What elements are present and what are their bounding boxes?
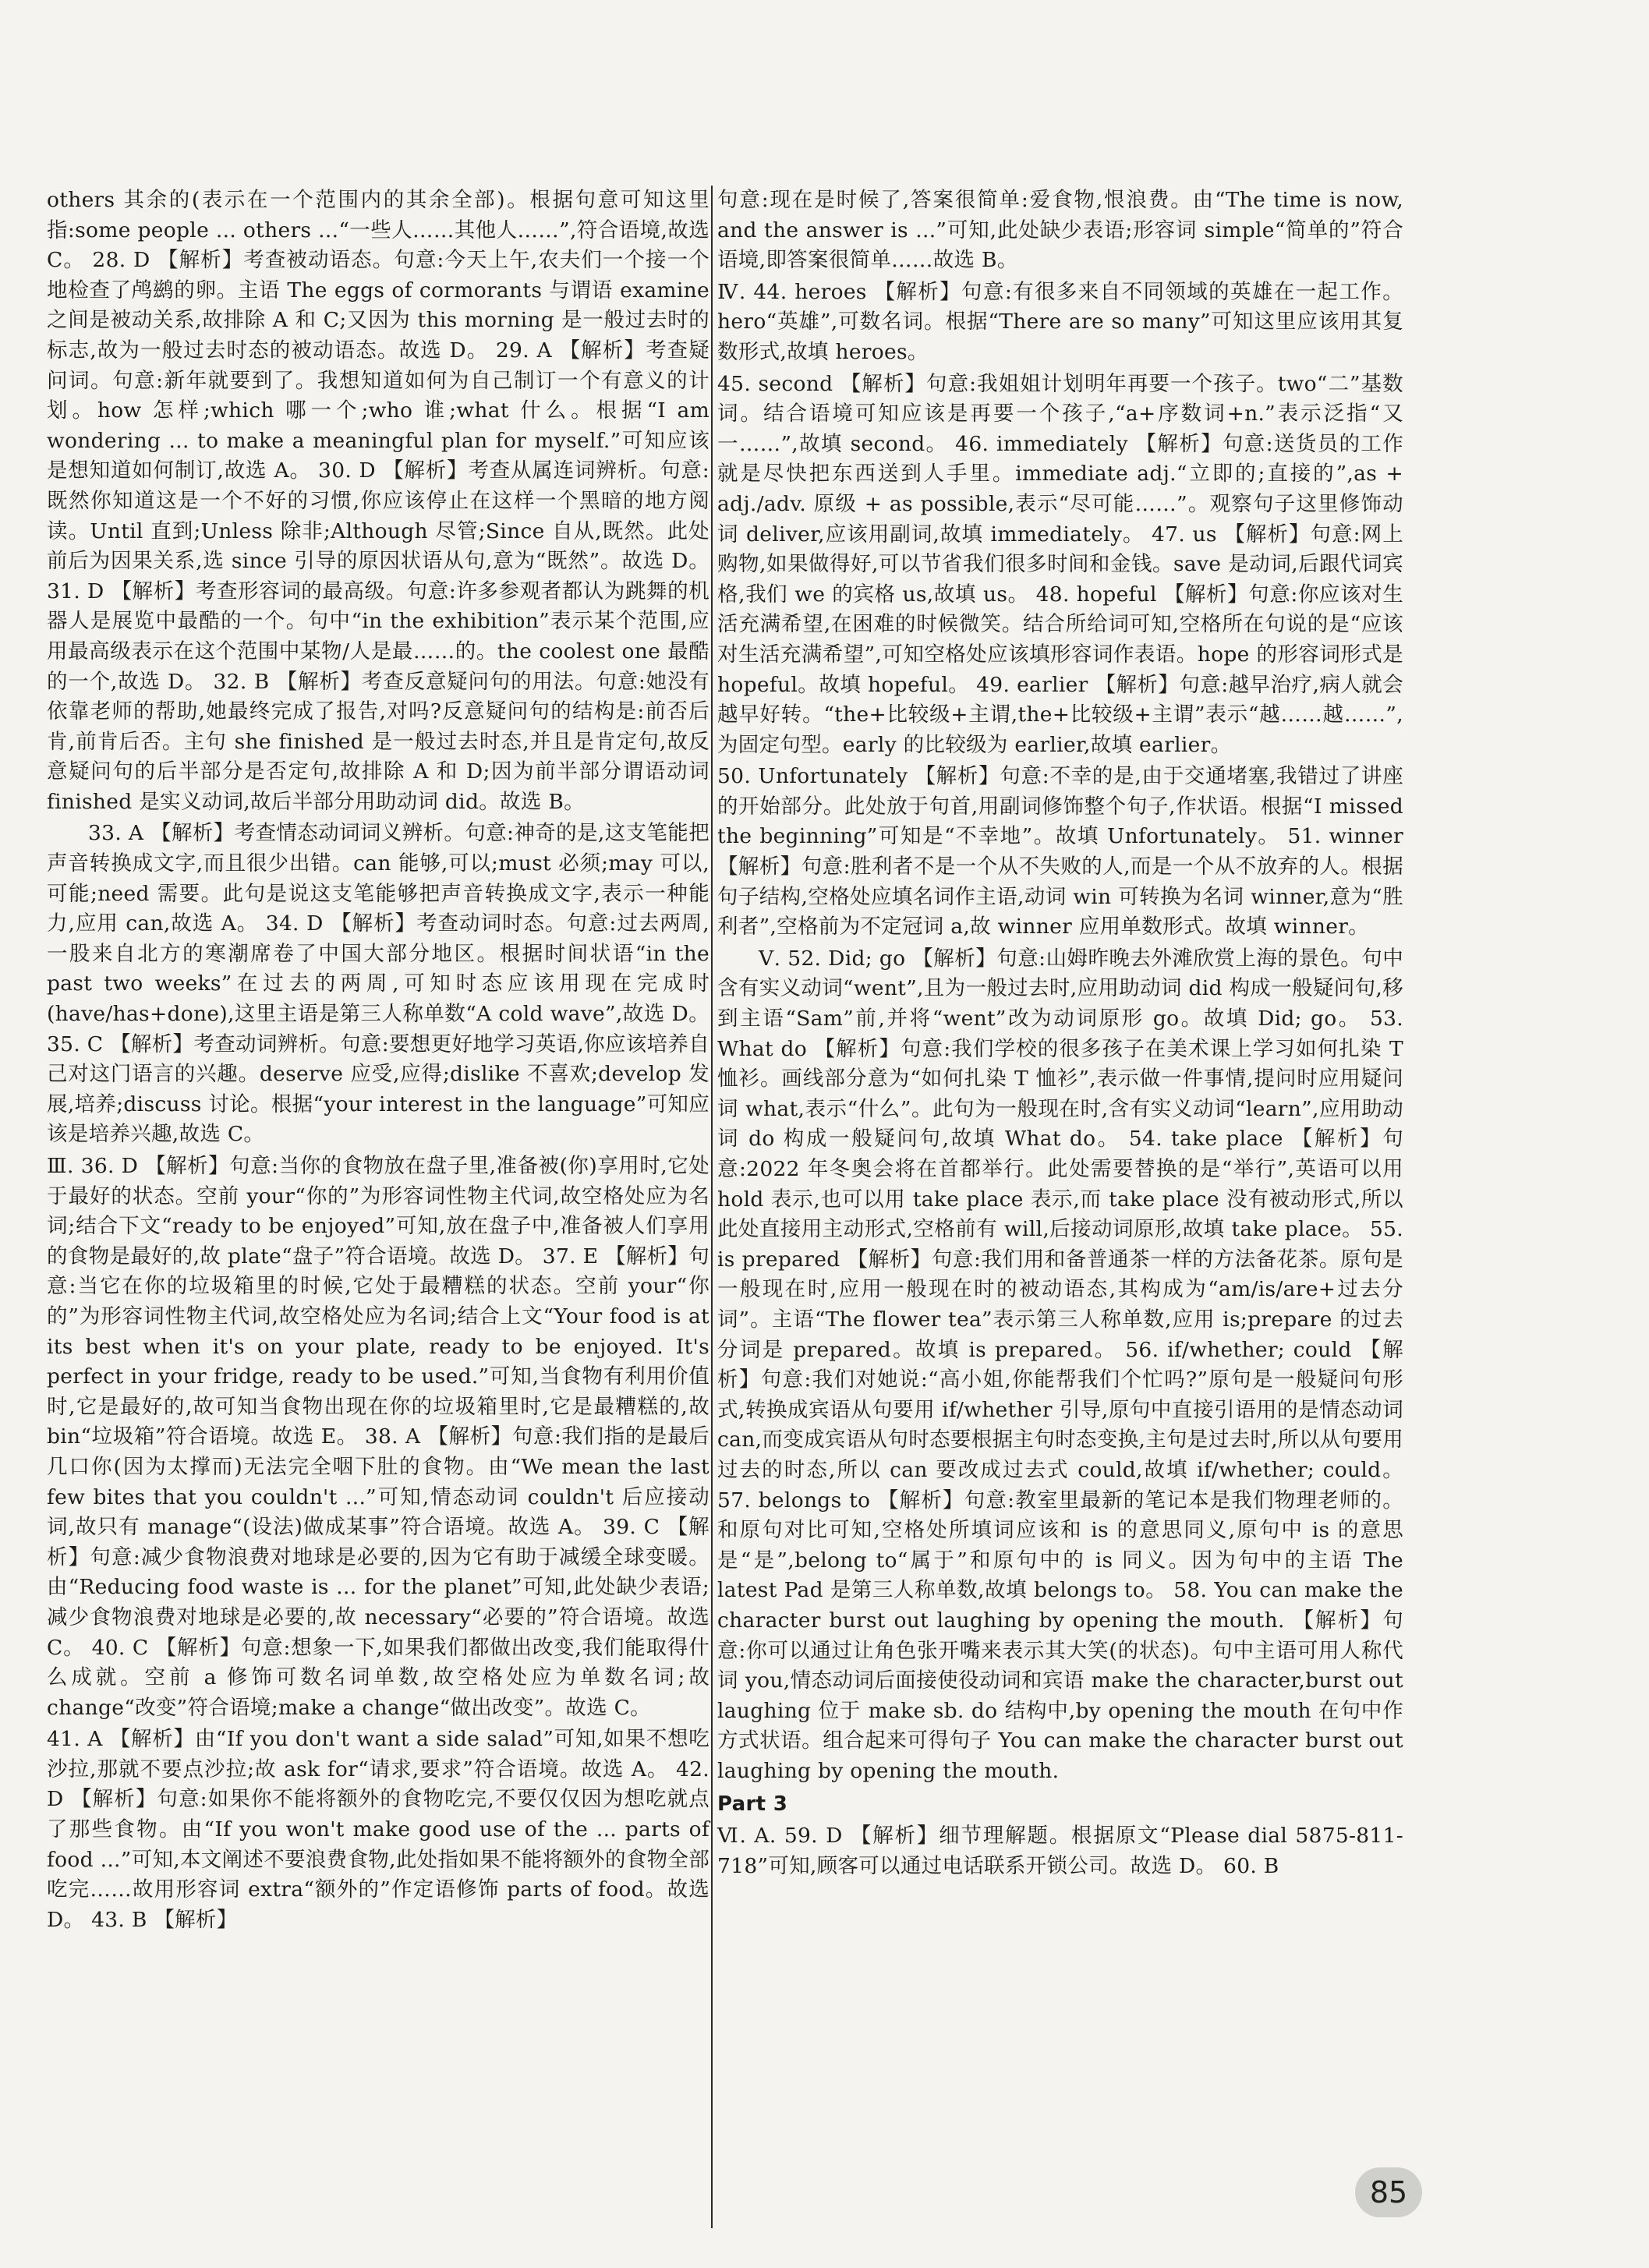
column-divider — [711, 186, 713, 2228]
right-paragraph-4: 50. Unfortunately 【解析】句意:不幸的是,由于交通堵塞,我错过了讲座的开始部分。此处放于句首,用副词修饰整个句子,作状语。根据“I missed the beginning”可知是“不幸地”。故填 Unfortunately。 51. winner 【解析】句意:胜利者不是一个从不失败的人,而是一个从不放弃的人。根据句子结构,空格处应填名词作主语,动词 win 可转换为名词 winner,意为“胜利者”,空格前为不定冠词 a,故 winner 应用单数形式。故填 winner。 — [717, 764, 1403, 939]
right-paragraph-3: 45. second 【解析】句意:我姐姐计划明年再要一个孩子。two“二”基数词。结合语境可知应该是再要一个孩子,“a+序数词+n.”表示泛指“又一……”,故填 second。 46. immediately 【解析】句意:送货员的工作就是尽快把东西送到人手里。immediate adj.“立即的;直接的”,as + adj./adv. 原级 + as possible,表示“尽可能……”。观察句子这里修饰动词 deliver,应该用副词,故填 immediately。 47. us 【解析】句意:网上购物,如果做得好,可以节省我们很多时间和金钱。save 是动词,后跟代词宾格,我们 we 的宾格 us,故填 us。 48. hopeful 【解析】句意:你应该对生活充满希望,在困难的时候微笑。结合所给词可知,空格所在句说的是“应该对生活充满希望”,可知空格处应该填形容词作表语。hope 的形容词形式是 hopeful。故填 hopeful。 49. earlier 【解析】句意:越早治疗,病人就会越早好转。“the+比较级+主谓,the+比较级+主谓”表示“越……越……”,为固定句型。early 的比较级为 earlier,故填 earlier。 — [717, 371, 1403, 757]
right-paragraph-section-4: Ⅳ. 44. heroes 【解析】句意:有很多来自不同领域的英雄在一起工作。hero“英雄”,可数名词。根据“There are so many”可知这里应该用其复数形式,故填 heroes。 — [717, 279, 1403, 364]
left-paragraph-4: 41. A 【解析】由“If you don't want a side salad”可知,如果不想吃沙拉,那就不要点沙拉;故 ask for“请求,要求”符合语境。故选 A。 42. D 【解析】句意:如果你不能将额外的食物吃完,不要仅仅因为想吃就点了那些食物。由“If you won't make good use of the ... parts of food ...”可知,本文阐述不要浪费食物,此处指如果不能将额外的食物全部吃完……故用形容词 extra“额外的”作定语修饰 parts of food。故选 D。 43. B 【解析】 — [47, 1727, 709, 1932]
left-paragraph-1: others 其余的(表示在一个范围内的其余全部)。根据句意可知这里指:some people ... others ...“一些人……其他人……”,符合语境,故选 C。 28. D 【解析】考查被动语态。句意:今天上午,农夫们一个接一个地检查了鸬鹚的卵。主语 The eggs of cormorants 与谓语 examine 之间是被动关系,故排除 A 和 C;又因为 this morning 是一般过去时的标志,故为一般过去时态的被动语态。故选 D。 29. A 【解析】考查疑问词。句意:新年就要到了。我想知道如何为自己制订一个有意义的计划。how 怎样;which 哪一个;who 谁;what 什么。根据“I am wondering ... to make a meaningful plan for myself.”可知应该是想知道如何制订,故选 A。 30. D 【解析】考查从属连词辨析。句意:既然你知道这是一个不好的习惯,你应该停止在这样一个黑暗的地方阅读。Until 直到;Unless 除非;Although 尽管;Since 自从,既然。此处前后为因果关系,选 since 引导的原因状语从句,意为“既然”。故选 D。 31. D 【解析】考查形容词的最高级。句意:许多参观者都认为跳舞的机器人是展览中最酷的一个。句中“in the exhibition”表示某个范围,应用最高级表示在这个范围中某物/人是最……的。the coolest one 最酷的一个,故选 D。 32. B 【解析】考查反意疑问句的用法。句意:她没有依靠老师的帮助,她最终完成了报告,对吗?反意疑问句的结构是:前否后肯,前肯后否。主句 she finished 是一般过去时态,并且是肯定句,故反意疑问句的后半部分是否定句,故排除 A 和 D;因为前半部分谓语动词 finished 是实义动词,故后半部分用助动词 did。故选 B。 — [47, 188, 709, 814]
left-paragraph-section-3: Ⅲ. 36. D 【解析】句意:当你的食物放在盘子里,准备被(你)享用时,它处于最好的状态。空前 your“你的”为形容词性物主代词,故空格处应为名词;结合下文“ready to be enjoyed”可知,放在盘子中,准备被人们享用的食物是最好的,故 plate“盘子”符合语境。故选 D。 37. E 【解析】句意:当它在你的垃圾箱里的时候,它处于最糟糕的状态。空前 your“你的”为形容词性物主代词,故空格处应为名词;结合上文“Your food is at its best when it's on your plate, ready to be enjoyed. It's perfect in your fridge, ready to be used.”可知,当食物有利用价值时,它是最好的,故可知当食物出现在你的垃圾箱里时,它是最糟糕的,故 bin“垃圾箱”符合语境。故选 E。 38. A 【解析】句意:我们指的是最后几口你(因为太撑而)无法完全咽下肚的食物。由“We mean the last few bites that you couldn't ...”可知,情态动词 couldn't 后应接动词,故只有 manage“(设法)做成某事”符合语境。故选 A。 39. C 【解析】句意:减少食物浪费对地球是必要的,因为它有助于减缓全球变暖。由“Reducing food waste is ... for the planet”可知,此处缺少表语;减少食物浪费对地球是必要的,故 necessary“必要的”符合语境。故选 C。 40. C 【解析】句意:想象一下,如果我们都做出改变,我们能取得什么成就。空前 a 修饰可数名词单数,故空格处应为单数名词;故 change“改变”符合语境;make a change“做出改变”。故选 C。 — [47, 1154, 709, 1720]
left-column — [47, 186, 709, 1937]
right-column — [717, 186, 1403, 1883]
right-paragraph-section-6: Ⅵ. A. 59. D 【解析】细节理解题。根据原文“Please dial 5875-811-718”可知,顾客可以通过电话联系开锁公司。故选 D。 60. B — [717, 1824, 1403, 1878]
left-paragraph-2: 33. A 【解析】考查情态动词词义辨析。句意:神奇的是,这支笔能把声音转换成文字,而且很少出错。can 能够,可以;must 必须;may 可以,可能;need 需要。此句是说这支笔能够把声音转换成文字,表示一种能力,应用 can,故选 A。 34. D 【解析】考查动词时态。句意:过去两周,一股来自北方的寒潮席卷了中国大部分地区。根据时间状语“in the past two weeks”在过去的两周,可知时态应该用现在完成时(have/has+done),这里主语是第三人称单数“A cold wave”,故选 D。 35. C 【解析】考查动词辨析。句意:要想更好地学习英语,你应该培养自己对这门语言的兴趣。deserve 应受,应得;dislike 不喜欢;develop 发展,培养;discuss 讨论。根据“your interest in the language”可知应该是培养兴趣,故选 C。 — [47, 821, 709, 1147]
page-number: 85 — [1355, 2167, 1422, 2217]
right-paragraph-1: 句意:现在是时候了,答案很简单:爱食物,恨浪费。由“The time is now, and the answer is ...”可知,此处缺少表语;形容词 simple“简单的”符合语境,即答案很简单……故选 B。 — [717, 188, 1403, 273]
right-paragraph-section-5: Ⅴ. 52. Did; go 【解析】句意:山姆昨晚去外滩欣赏上海的景色。句中含有实义动词“went”,且为一般过去时,应用助动词 did 构成一般疑问句,移到主语“Sam”前,并将“went”改为动词原形 go。故填 Did; go。 53. What do 【解析】句意:我们学校的很多孩子在美术课上学习如何扎染 T 恤衫。画线部分意为“如何扎染 T 恤衫”,表示做一件事情,提问时应用疑问词 what,表示“什么”。此句为一般现在时,含有实义动词“learn”,应用助动词 do 构成一般疑问句,故填 What do。 54. take place 【解析】句意:2022 年冬奥会将在首都举行。此处需要替换的是“举行”,英语可以用 hold 表示,也可以用 take place 表示,而 take place 没有被动形式,所以此处直接用主动形式,空格前有 will,后接动词原形,故填 take place。 55. is prepared 【解析】句意:我们用和备普通茶一样的方法备花茶。原句是一般现在时,应用一般现在时的被动语态,其构成为“am/is/are+过去分词”。主语“The flower tea”表示第三人称单数,应用 is;prepare 的过去分词是 prepared。故填 is prepared。 56. if/whether; could 【解析】句意:我们对她说:“高小姐,你能帮我们个忙吗?”原句是一般疑问句形式,转换成宾语从句要用 if/whether 引导,原句中直接引语用的是情态动词 can,而变成宾语从句时态要根据主句时态变换,主句是过去时,所以从句要用过去的时态,所以 can 要改成过去式 could,故填 if/whether; could。 57. belongs to 【解析】句意:教室里最新的笔记本是我们物理老师的。和原句对比可知,空格处所填词应该和 is 的意思同义,原句中 is 的意思是“是”,belong to“属于”和原句中的 is 同义。因为句中的主语 The latest Pad 是第三人称单数,故填 belongs to。 58. You can make the character burst out laughing by opening the mouth. 【解析】句意:你可以通过让角色张开嘴来表示其大笑(的状态)。句中主语可用人称代词 you,情态动词后面接使役动词和宾语 make the character,burst out laughing 位于 make sb. do 结构中,by opening the mouth 在句中作方式状语。组合起来可得句子 You can make the character burst out laughing by opening the mouth. — [717, 946, 1403, 1783]
part-heading: Part 3 — [717, 1792, 788, 1817]
